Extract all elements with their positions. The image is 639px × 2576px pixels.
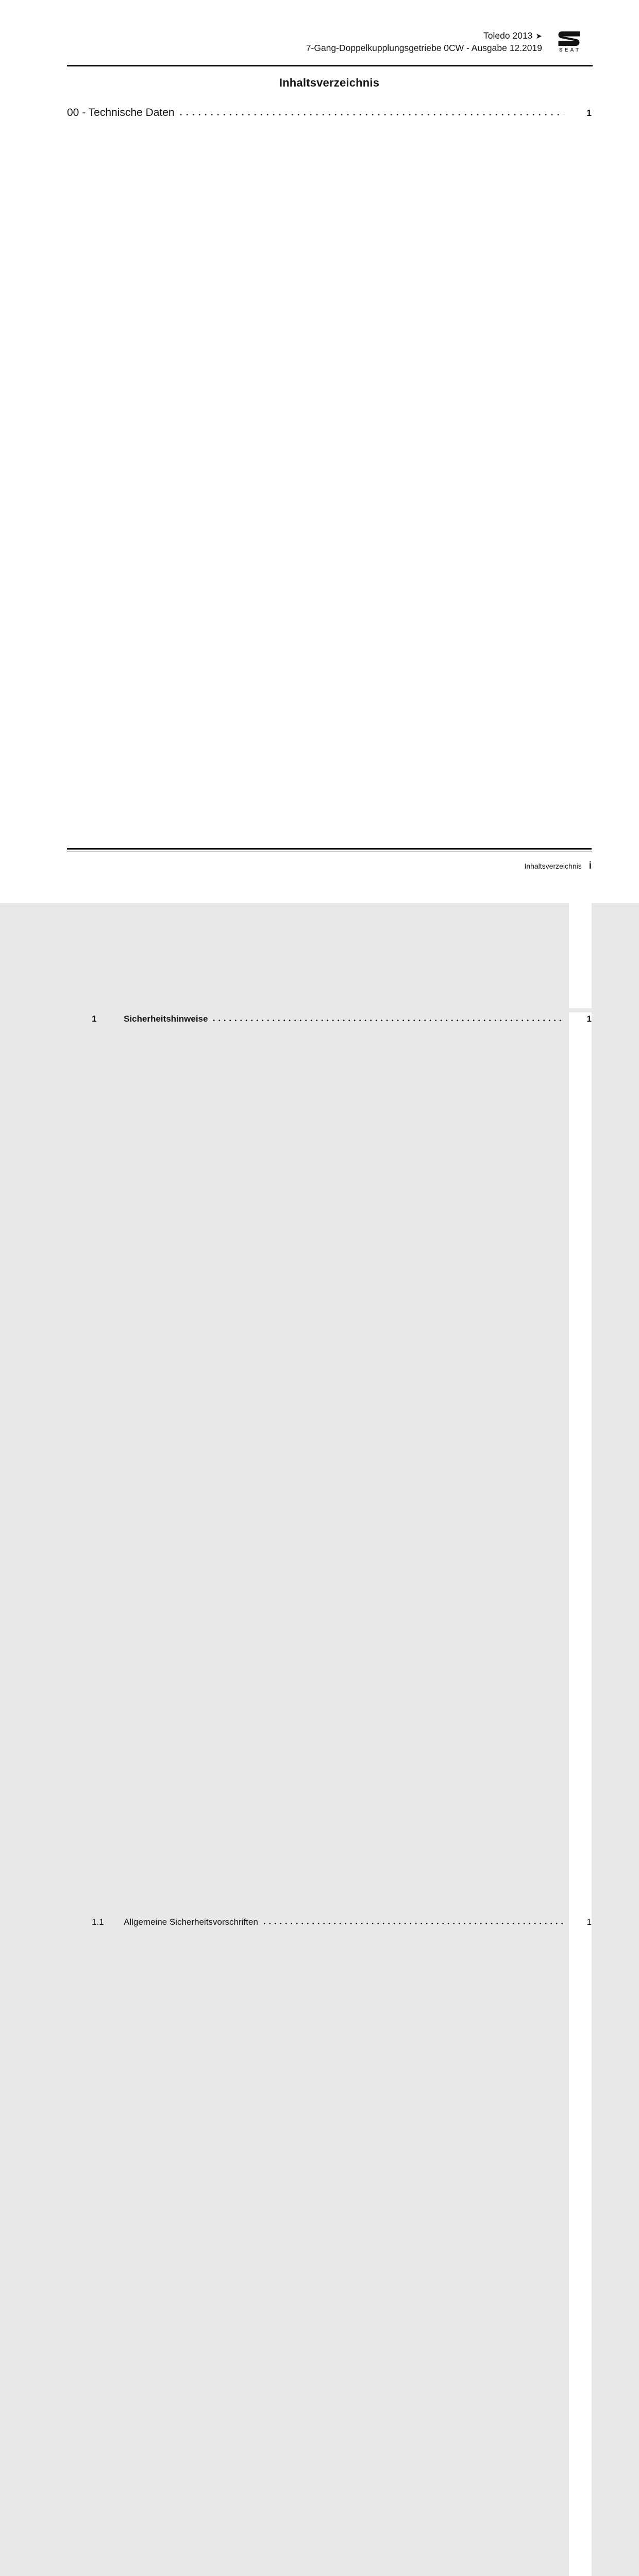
page-header — [67, 30, 587, 54]
dot-leader — [263, 1922, 564, 1925]
footer-text — [67, 860, 592, 872]
arrow-right-icon: ➤ — [535, 32, 542, 41]
header-model: Toledo 2013 — [483, 30, 533, 41]
page-footer — [67, 848, 592, 872]
entry-title: Allgemeine Sicherheitsvorschriften — [124, 1917, 258, 1927]
entry-page-number: 1 — [569, 1916, 592, 2576]
table-of-contents — [67, 76, 592, 2576]
seat-s-icon — [550, 31, 587, 46]
header-subtitle: 7-Gang-Doppelkupplungsgetriebe 0CW - Ausgabe 12.2019 — [306, 43, 542, 53]
dot-leader — [213, 1019, 564, 1022]
footer-page-number: i — [588, 860, 592, 871]
section-entries — [67, 1012, 592, 2576]
toc-entry-row — [67, 1012, 592, 1916]
footer-rule — [67, 848, 592, 852]
page-title: Inhaltsverzeichnis — [279, 76, 380, 89]
toc-section — [67, 105, 592, 2576]
entry-number: 1 — [92, 1014, 97, 1024]
dot-leader — [180, 113, 564, 116]
entry-page-number: 1 — [569, 1012, 592, 1916]
toc-section-row — [67, 105, 592, 1008]
footer-label: Inhaltsverzeichnis — [524, 862, 582, 870]
header-rule — [67, 65, 593, 66]
toc-entry-row — [67, 1916, 592, 2576]
entry-title: Sicherheitshinweise — [124, 1014, 208, 1024]
seat-logo — [550, 31, 587, 53]
section-page-number: 1 — [569, 105, 592, 1008]
seat-wordmark: SEAT — [559, 47, 581, 53]
toc-sections — [67, 105, 592, 2576]
header-model-line — [67, 30, 542, 42]
header-text — [67, 30, 587, 54]
section-title: 00 - Technische Daten — [67, 107, 175, 118]
entry-number: 1.1 — [92, 1917, 104, 1927]
